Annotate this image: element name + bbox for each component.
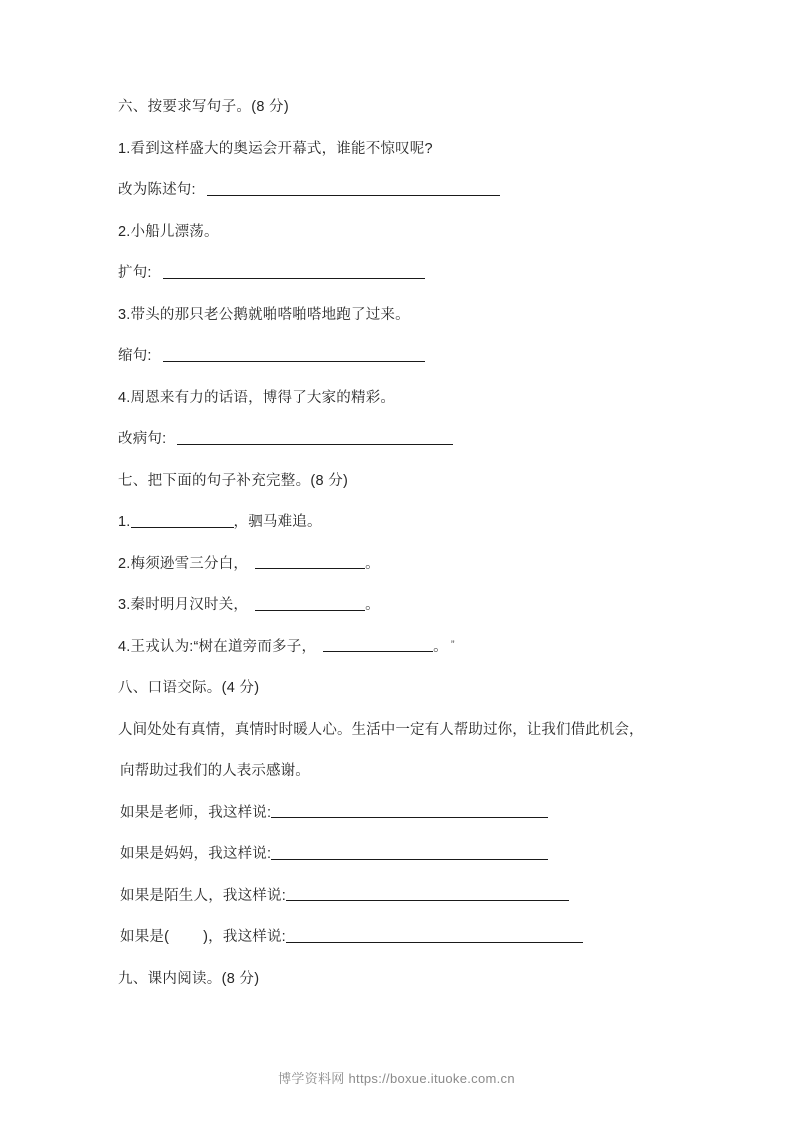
section-heading-9: 九、课内阅读。(8 分) (118, 970, 260, 987)
oral-prompt-stranger (118, 889, 693, 904)
answer-blank-6-2[interactable] (163, 278, 425, 279)
section-heading-8: 八、口语交际。(4 分) (118, 680, 260, 696)
oral-prompt-custom (118, 930, 693, 945)
question-7-4-text-before: 王戎认为:“树在道旁而多子， (130, 638, 317, 655)
oral-answer-blank-mother[interactable] (271, 859, 548, 860)
question-6-1-number: 1. (118, 140, 131, 157)
question-6-1 (118, 142, 693, 157)
question-7-3-number: 3. (118, 597, 131, 613)
question-7-1 (118, 515, 693, 530)
oral-prompt-teacher-label: 如果是老师，我这样说: (120, 804, 272, 821)
question-6-3-text: 带头的那只老公鹅就啪嗒啪嗒地跑了过来。 (130, 306, 410, 323)
question-7-4-number: 4. (118, 638, 131, 655)
answer-row-6-4 (118, 432, 693, 447)
answer-label-6-3: 缩句: (118, 348, 152, 364)
answer-label-6-1: 改为陈述句: (118, 182, 196, 198)
oral-prompt-custom-prefix: 如果是( (120, 929, 170, 945)
footer-watermark: 博学资料网 https://boxue.ituoke.com.cn (278, 1071, 515, 1086)
answer-blank-7-2[interactable] (255, 568, 365, 569)
question-6-2 (118, 225, 693, 240)
question-6-2-text: 小船儿漂荡。 (130, 223, 219, 240)
oral-prompt-mother-label: 如果是妈妈，我这样说: (120, 846, 272, 862)
question-6-4 (118, 391, 693, 406)
question-7-2 (118, 557, 693, 572)
answer-blank-7-3[interactable] (255, 610, 365, 611)
answer-blank-7-4[interactable] (323, 651, 433, 652)
answer-row-6-3 (118, 349, 693, 364)
question-7-2-text-before: 梅须逊雪三分白， (130, 555, 249, 572)
oral-answer-blank-stranger[interactable] (286, 900, 569, 901)
question-7-2-text-after: 。 (365, 555, 380, 572)
section-8-body-line-2: 向帮助过我们的人表示感谢。 (120, 763, 310, 779)
question-6-2-number: 2. (118, 223, 131, 240)
question-6-1-text: 看到这样盛大的奥运会开幕式，谁能不惊叹呢? (130, 140, 433, 157)
answer-row-6-1 (118, 183, 693, 198)
answer-label-6-4: 改病句: (118, 431, 167, 447)
question-7-4-text-after: 。 (433, 638, 448, 655)
question-7-1-number: 1. (118, 514, 131, 530)
question-6-4-number: 4. (118, 389, 131, 406)
answer-blank-6-4[interactable] (177, 444, 453, 445)
oral-answer-blank-teacher[interactable] (271, 817, 548, 818)
oral-prompt-teacher (118, 806, 693, 821)
question-6-4-text: 周恩来有力的话语，博得了大家的精彩。 (130, 389, 396, 406)
section-heading-7: 七、把下面的句子补充完整。(8 分) (118, 472, 349, 489)
oral-answer-blank-custom[interactable] (286, 942, 583, 943)
oral-prompt-mother (118, 847, 693, 862)
answer-blank-6-3[interactable] (163, 361, 425, 362)
question-7-4 (118, 640, 693, 655)
question-7-3-text-before: 秦时明月汉时关， (130, 597, 249, 613)
oral-prompt-custom-suffix: )，我这样说: (203, 929, 286, 945)
question-7-3-text-after: 。 (365, 597, 380, 613)
closing-quote-mark: ” (450, 639, 455, 651)
section-heading-6: 六、按要求写句子。(8 分) (118, 99, 289, 115)
answer-blank-7-1[interactable] (131, 527, 234, 528)
question-7-3 (118, 598, 693, 613)
question-6-3-number: 3. (118, 306, 131, 323)
oral-prompt-stranger-label: 如果是陌生人，我这样说: (120, 887, 286, 904)
section-8-body-line-1: 人间处处有真情，真情时时暖人心。生活中一定有人帮助过你，让我们借此机会， (118, 721, 644, 738)
answer-label-6-2: 扩句: (118, 265, 152, 281)
question-7-1-text-after: ，驷马难追。 (233, 514, 322, 530)
answer-row-6-2 (118, 266, 693, 281)
answer-blank-6-1[interactable] (207, 195, 500, 196)
question-6-3 (118, 308, 693, 323)
question-7-2-number: 2. (118, 555, 131, 572)
